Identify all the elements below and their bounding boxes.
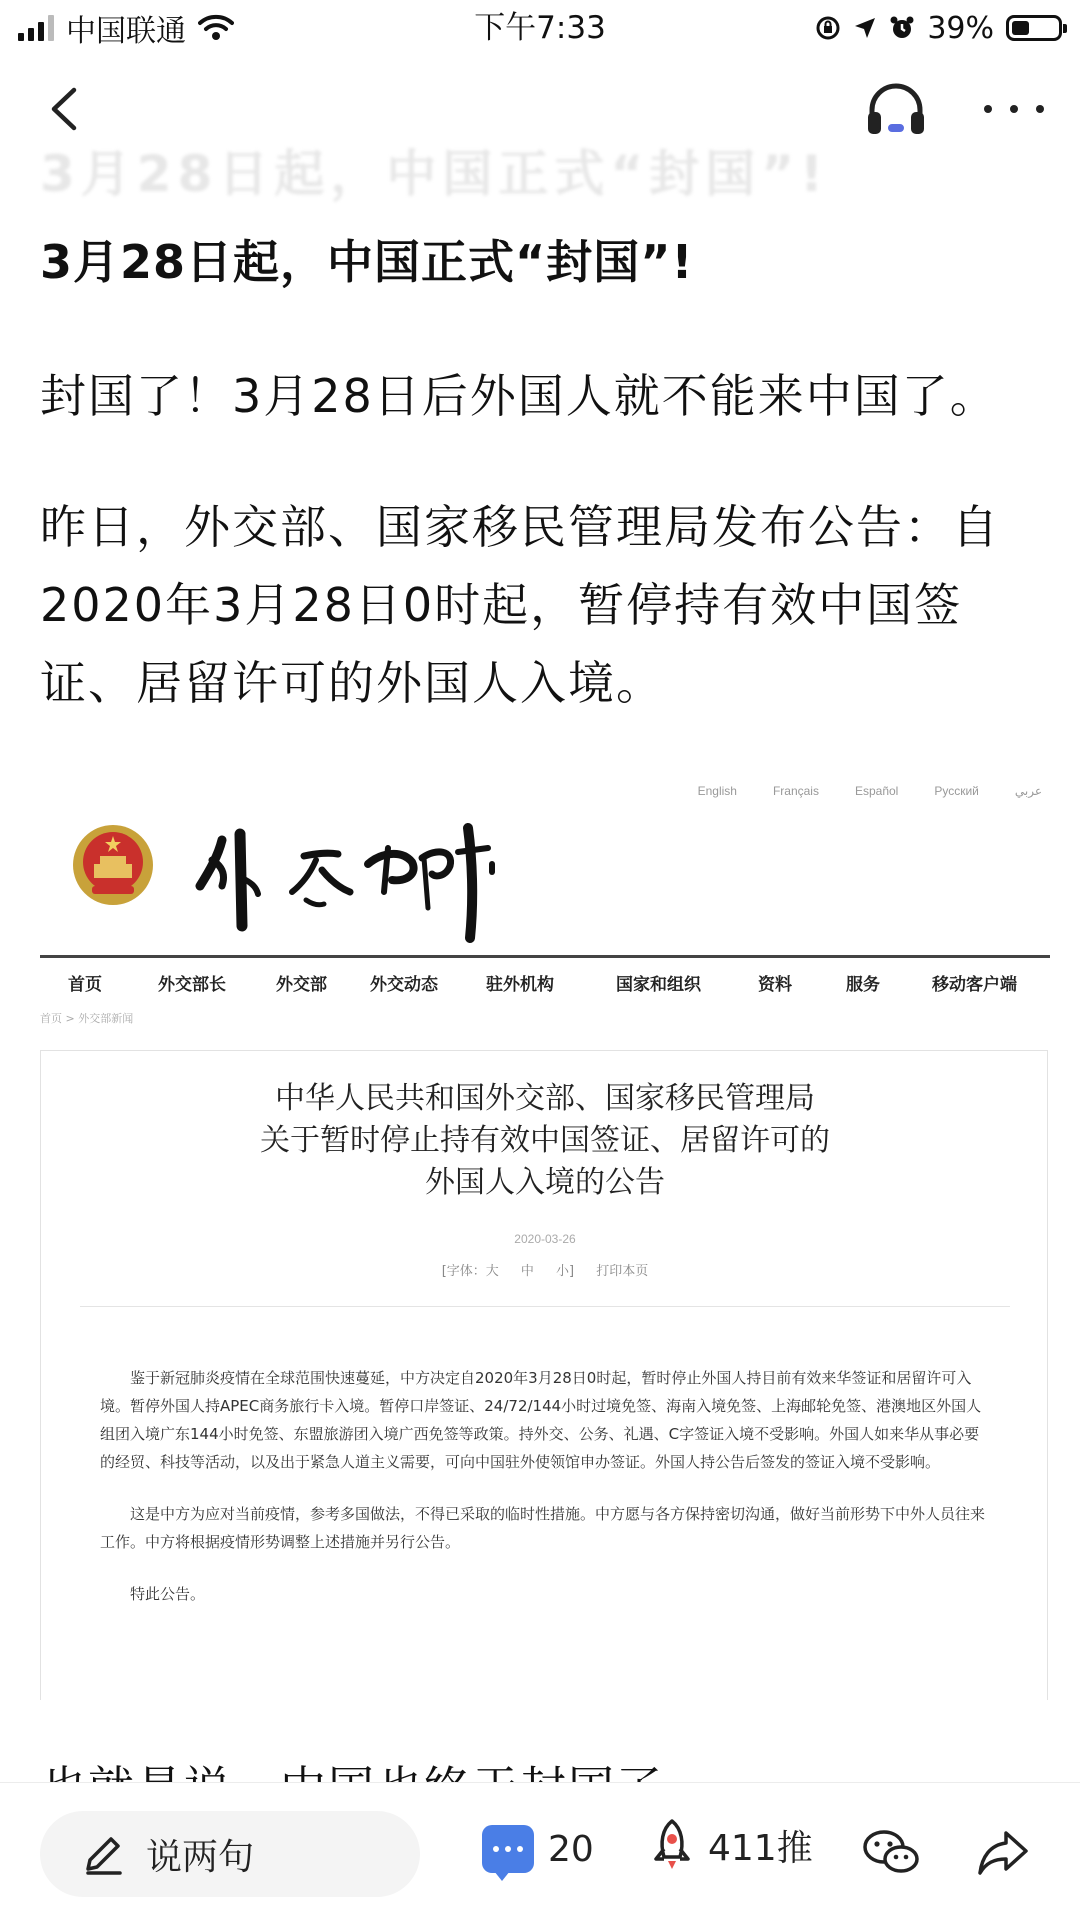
- header-divider: [40, 955, 1050, 958]
- site-nav-item[interactable]: 首页: [68, 975, 102, 995]
- battery-icon: [1006, 15, 1062, 41]
- language-links: [698, 784, 1042, 798]
- site-nav-item[interactable]: 外交部: [276, 975, 327, 995]
- article-paragraph-1: 封国了！3月28日后外国人就不能来中国了。: [40, 369, 998, 423]
- announcement-date: 2020-03-26: [514, 1232, 576, 1246]
- location-icon: [853, 16, 877, 40]
- site-nav: [40, 962, 1050, 1006]
- battery-fill: [1012, 21, 1029, 35]
- lang-link: عربي: [1014, 784, 1042, 798]
- font-controls: [40, 1260, 1050, 1279]
- calligraphy-logo: [192, 808, 512, 944]
- pen-icon: [80, 1831, 126, 1877]
- announcement-body: [100, 1364, 990, 1632]
- national-emblem-icon: [70, 822, 156, 908]
- push-count: 411推: [708, 1827, 813, 1869]
- article-headline: 3月28日起，中国正式“封国”!: [40, 235, 694, 289]
- status-right: [815, 8, 1062, 48]
- body-paragraph: 鉴于新冠肺炎疫情在全球范围快速蔓延，中方决定自2020年3月28日0时起，暂时停止外国人持目前有效来华签证和居留许可入境。暂停外国人持APEC商务旅行卡入境。暂停口岸签证、24/72/144小时过境免签、海南入境免签、上海邮轮免签、港澳地区外国人组团入境广东144小时免签、东盟旅游团入境广西免签等政策。持外交、公务、礼遇、C字签证入境不受影响。外国人如来华从事必要的经贸、科技等活动，以及出于紧急人道主义需要，可向中国驻外使领馆申办签证。外国人持公告后签发的签证入境不受影响。: [100, 1369, 982, 1471]
- font-size-control[interactable]: [字体：大 中 小]: [441, 1264, 575, 1279]
- article-paragraph-2: 昨日，外交部、国家移民管理局发布公告：自2020年3月28日0时起，暂停持有效中国签证、居留许可的外国人入境。: [40, 500, 1000, 710]
- comment-input-label: 说两句: [146, 1836, 255, 1878]
- rocket-icon: [648, 1817, 696, 1873]
- alarm-icon: [889, 15, 915, 41]
- site-nav-item[interactable]: 移动客户端: [932, 975, 1017, 995]
- ghost-title: 3月28日起，中国正式“封国”!: [40, 145, 829, 203]
- site-nav-item[interactable]: 资料: [758, 975, 792, 995]
- announcement-divider: [80, 1306, 1010, 1307]
- site-nav-item[interactable]: 国家和组织: [616, 975, 701, 995]
- headset-icon[interactable]: [864, 82, 928, 138]
- title-line: 外国人入境的公告: [425, 1165, 665, 1200]
- lang-link: Français: [772, 784, 819, 798]
- rotation-lock-icon: [815, 15, 841, 41]
- site-nav-item[interactable]: 服务: [846, 975, 880, 995]
- more-icon[interactable]: [984, 94, 1044, 124]
- breadcrumb: 首页 > 外交部新闻: [40, 1012, 134, 1025]
- carrier-label: 中国联通: [66, 14, 186, 49]
- site-nav-item[interactable]: 外交部长: [158, 975, 226, 995]
- embedded-screenshot[interactable]: [40, 770, 1050, 1700]
- share-icon[interactable]: [976, 1827, 1030, 1877]
- comments-button[interactable]: [482, 1825, 594, 1873]
- comment-input[interactable]: [40, 1811, 420, 1897]
- title-line: 关于暂时停止持有效中国签证、居留许可的: [260, 1123, 830, 1158]
- site-nav-item[interactable]: 驻外机构: [486, 975, 554, 995]
- lang-link: Español: [854, 784, 899, 798]
- push-button[interactable]: [648, 1817, 813, 1873]
- announcement-title: [40, 1078, 1050, 1204]
- print-link[interactable]: 打印本页: [596, 1264, 649, 1279]
- lang-link: Русский: [934, 784, 979, 798]
- status-time: 下午7:33: [474, 10, 606, 46]
- battery-percent: 39%: [927, 10, 994, 46]
- bottom-toolbar: [0, 1782, 1080, 1921]
- comment-count: 20: [548, 1828, 594, 1870]
- wechat-icon[interactable]: [862, 1827, 920, 1877]
- lang-link: English: [697, 784, 737, 798]
- status-bar: [0, 0, 1080, 56]
- body-paragraph: 特此公告。: [130, 1585, 206, 1603]
- comment-icon: [482, 1825, 534, 1873]
- body-paragraph: 这是中方为应对当前疫情，参考多国做法，不得已采取的临时性措施。中方愿与各方保持密切沟通，做好当前形势下中外人员往来工作。中方将根据疫情形势调整上述措施并另行公告。: [100, 1505, 986, 1551]
- back-icon[interactable]: [40, 84, 90, 134]
- site-nav-item[interactable]: 外交动态: [370, 975, 438, 995]
- title-line: 中华人民共和国外交部、国家移民管理局: [275, 1081, 815, 1116]
